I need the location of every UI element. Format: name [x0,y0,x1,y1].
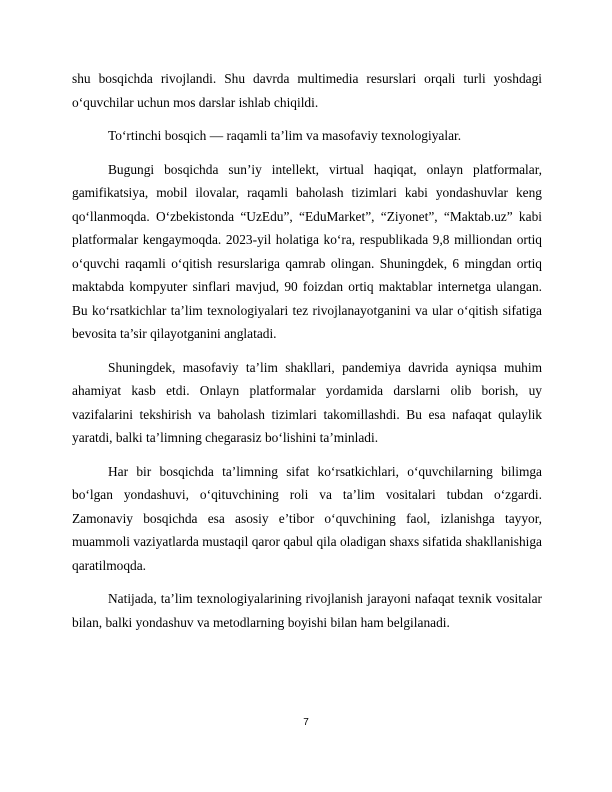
document-body [72,67,542,634]
page-number: 7 [303,717,309,728]
section-heading-fourth-stage: To‘rtinchi bosqich — raqamli ta’lim va masofaviy texnologiyalar. [108,128,462,143]
paragraph-current-stage: Bugungi bosqichda sun’iy intellekt, virtual haqiqat, onlayn platformalar, gamifikatsiya, mobil ilovalar, raqamli baholash tizimlari kabi yondashuvlar keng qo‘llanmoqda. O‘zbekistonda “UzEdu”, “EduMarket”, “Ziyonet”, “Maktab.uz” kabi platformalar kengaymoqda. 2023-yil holatiga ko‘ra, respublikada 9,8 milliondan ortiq o‘quvchi raqamli o‘qitish resurslariga qamrab olingan. Shuningdek, 6 mingdan ortiq maktabda kompyuter sinflari mavjud, 90 foizdan ortiq maktablar internetga ulangan. Bu ko‘rsatkichlar ta’lim texnologiyalari tez rivojlanayotganini va ular o‘qitish sifatiga bevosita ta’sir qilayotganini anglatadi. [72,161,542,341]
paragraph-quality-changes: Har bir bosqichda ta’limning sifat ko‘rsatkichlari, o‘quvchilarning bilimga bo‘lgan yondashuvi, o‘qituvchining roli va ta’lim vositalari tubdan o‘zgardi. Zamonaviy bosqichda esa asosiy e’tibor o‘quvchining faol, izlanishga tayyor, muammoli vaziyatlarda mustaqil qaror qabul qila oladigan shaxs sifatida shakllanishiga qaratilmoqda. [72,463,542,573]
paragraph-conclusion: Natijada, ta’lim texnologiyalarining rivojlanish jarayoni nafaqat texnik vositalar bilan, balki yondashuv va metodlarning boyishi bilan ham belgilanadi. [72,591,542,630]
paragraph-distance-learning: Shuningdek, masofaviy ta’lim shakllari, pandemiya davrida ayniqsa muhim ahamiyat kasb etdi. Onlayn platformalar yordamida darslarni olib borish, uy vazifalarini tekshirish va baholash tizimlari takomillashdi. Bu esa nafaqat qulaylik yaratdi, balki ta’limning chegarasiz bo‘lishini ta’minladi. [72,359,542,445]
paragraph-continuation: shu bosqichda rivojlandi. Shu davrda multimedia resurslari orqali turli yoshdagi o‘quvchilar uchun mos darslar ishlab chiqildi. [72,71,542,110]
